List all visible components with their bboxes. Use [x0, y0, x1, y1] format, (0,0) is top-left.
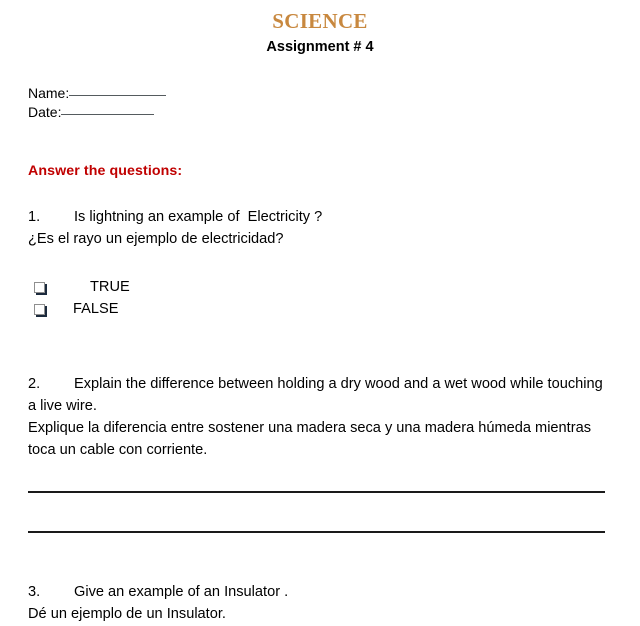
- name-field-label: Name:: [28, 84, 70, 101]
- student-fields: [28, 84, 612, 124]
- option-true-row[interactable]: [28, 277, 612, 299]
- question-2-spanish-text: Explique la diferencia entre sostener una madera seca y una madera húmeda mientras toca un cable con corriente.: [28, 419, 596, 459]
- question-1-english-text: Is lightning an example of Electricity ?: [74, 209, 323, 226]
- instructions-heading: Answer the questions:: [28, 163, 183, 180]
- name-field-row: [28, 84, 612, 104]
- question-1-options: [28, 277, 612, 321]
- question-1-spanish-text: ¿Es el rayo un ejemplo de electricidad?: [28, 231, 284, 248]
- name-input-line[interactable]: [69, 95, 166, 96]
- question-3-english-line: [28, 581, 612, 603]
- date-field-row: [28, 103, 612, 123]
- option-true-label: TRUE: [90, 279, 130, 296]
- answer-line-1[interactable]: [28, 491, 605, 493]
- assignment-subtitle: Assignment # 4: [266, 39, 374, 56]
- page-title: SCIENCE: [272, 9, 368, 33]
- checkbox-true-icon[interactable]: [34, 282, 45, 293]
- question-1-number: 1.: [28, 209, 41, 226]
- question-2-english-line: [28, 373, 612, 417]
- question-1-english-line: [28, 206, 612, 228]
- question-2: [28, 373, 612, 462]
- question-3-number: 3.: [28, 584, 41, 601]
- option-false-row[interactable]: [28, 299, 612, 321]
- question-2-answer-area: [28, 491, 612, 533]
- question-2-number: 2.: [28, 375, 41, 392]
- question-3-spanish-text: Dé un ejemplo de un Insulator.: [28, 606, 226, 623]
- question-3: [28, 581, 612, 625]
- date-field-label: Date:: [28, 104, 62, 121]
- question-3-english-text: Give an example of an Insulator .: [74, 584, 289, 601]
- option-false-label: FALSE: [73, 301, 119, 318]
- answer-line-2[interactable]: [28, 531, 605, 533]
- date-input-line[interactable]: [61, 114, 154, 115]
- question-2-english-text: Explain the difference between holding a dry wood and a wet wood while touching a live wire.: [28, 375, 607, 414]
- question-1: [28, 206, 612, 250]
- checkbox-false-icon[interactable]: [34, 304, 45, 315]
